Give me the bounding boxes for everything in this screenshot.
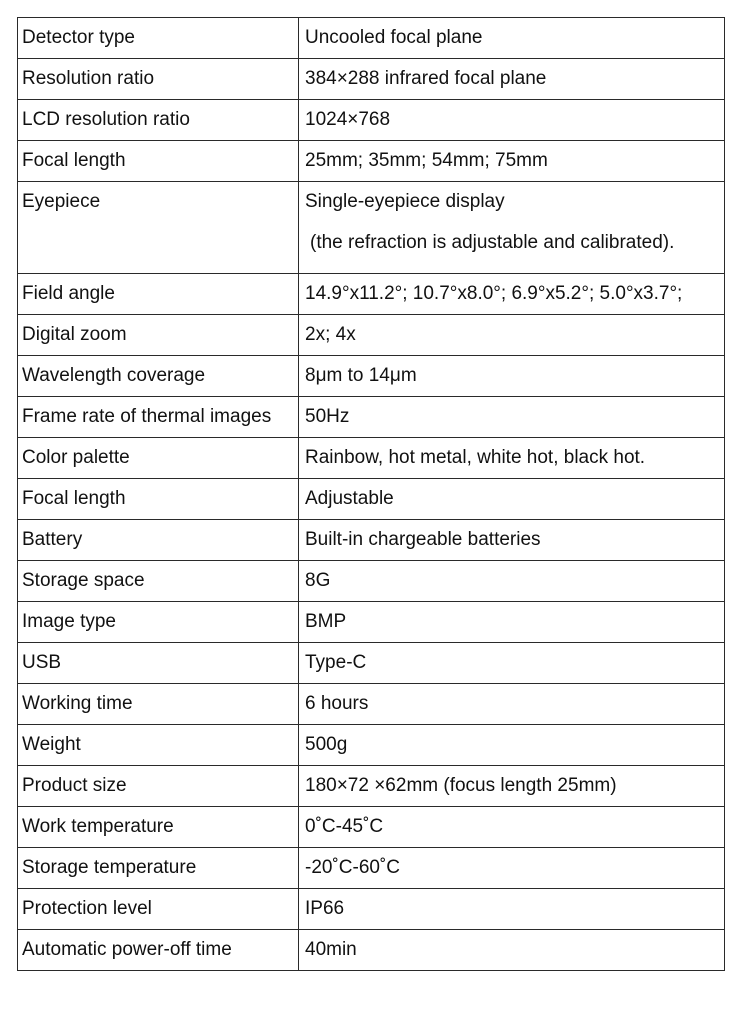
spec-value: 384×288 infrared focal plane <box>299 59 725 100</box>
table-row <box>18 356 725 397</box>
spec-param: Wavelength coverage <box>18 356 299 397</box>
spec-value: 50Hz <box>299 397 725 438</box>
spec-param: Digital zoom <box>18 315 299 356</box>
spec-value: Adjustable <box>299 479 725 520</box>
spec-value-multiline <box>299 182 725 274</box>
spec-value: 2x; 4x <box>299 315 725 356</box>
table-row <box>18 182 725 274</box>
table-row <box>18 602 725 643</box>
spec-param: USB <box>18 643 299 684</box>
spec-value: 25mm; 35mm; 54mm; 75mm <box>299 141 725 182</box>
table-row <box>18 725 725 766</box>
spec-value-line2: (the refraction is adjustable and calibrated). <box>310 232 675 253</box>
spec-table <box>17 17 725 971</box>
spec-param: LCD resolution ratio <box>18 100 299 141</box>
spec-param: Field angle <box>18 274 299 315</box>
spec-param: Storage temperature <box>18 848 299 889</box>
spec-value: Built-in chargeable batteries <box>299 520 725 561</box>
spec-value: Uncooled focal plane <box>299 18 725 59</box>
table-row <box>18 315 725 356</box>
spec-param: Eyepiece <box>18 182 299 274</box>
table-row <box>18 643 725 684</box>
spec-param: Frame rate of thermal images <box>18 397 299 438</box>
table-row <box>18 889 725 930</box>
spec-param: Detector type <box>18 18 299 59</box>
spec-value: 8μm to 14μm <box>299 356 725 397</box>
spec-value: 40min <box>299 930 725 971</box>
table-row <box>18 930 725 971</box>
table-row <box>18 848 725 889</box>
table-row <box>18 274 725 315</box>
spec-param: Working time <box>18 684 299 725</box>
table-row <box>18 141 725 182</box>
spec-value: 8G <box>299 561 725 602</box>
spec-param: Storage space <box>18 561 299 602</box>
spec-param: Weight <box>18 725 299 766</box>
table-row <box>18 520 725 561</box>
table-row <box>18 684 725 725</box>
table-row <box>18 397 725 438</box>
spec-param: Product size <box>18 766 299 807</box>
spec-value: 500g <box>299 725 725 766</box>
spec-value: 0˚C-45˚C <box>299 807 725 848</box>
spec-param: Battery <box>18 520 299 561</box>
spec-param: Resolution ratio <box>18 59 299 100</box>
spec-value: -20˚C-60˚C <box>299 848 725 889</box>
spec-value: 1024×768 <box>299 100 725 141</box>
spec-param: Color palette <box>18 438 299 479</box>
table-row <box>18 807 725 848</box>
spec-value: Rainbow, hot metal, white hot, black hot. <box>299 438 725 479</box>
spec-param: Work temperature <box>18 807 299 848</box>
table-row <box>18 438 725 479</box>
spec-value: Type-C <box>299 643 725 684</box>
spec-param: Image type <box>18 602 299 643</box>
table-row <box>18 59 725 100</box>
table-row <box>18 479 725 520</box>
spec-value: 180×72 ×62mm (focus length 25mm) <box>299 766 725 807</box>
spec-param: Automatic power-off time <box>18 930 299 971</box>
table-row <box>18 18 725 59</box>
spec-param: Protection level <box>18 889 299 930</box>
table-row <box>18 100 725 141</box>
spec-value: 6 hours <box>299 684 725 725</box>
spec-value-line1: Single-eyepiece display <box>305 191 505 212</box>
table-row <box>18 766 725 807</box>
spec-value: IP66 <box>299 889 725 930</box>
spec-value: BMP <box>299 602 725 643</box>
spec-param: Focal length <box>18 141 299 182</box>
table-row <box>18 561 725 602</box>
spec-value: 14.9°x11.2°; 10.7°x8.0°; 6.9°x5.2°; 5.0°x3.7°; <box>299 274 725 315</box>
spec-param: Focal length <box>18 479 299 520</box>
